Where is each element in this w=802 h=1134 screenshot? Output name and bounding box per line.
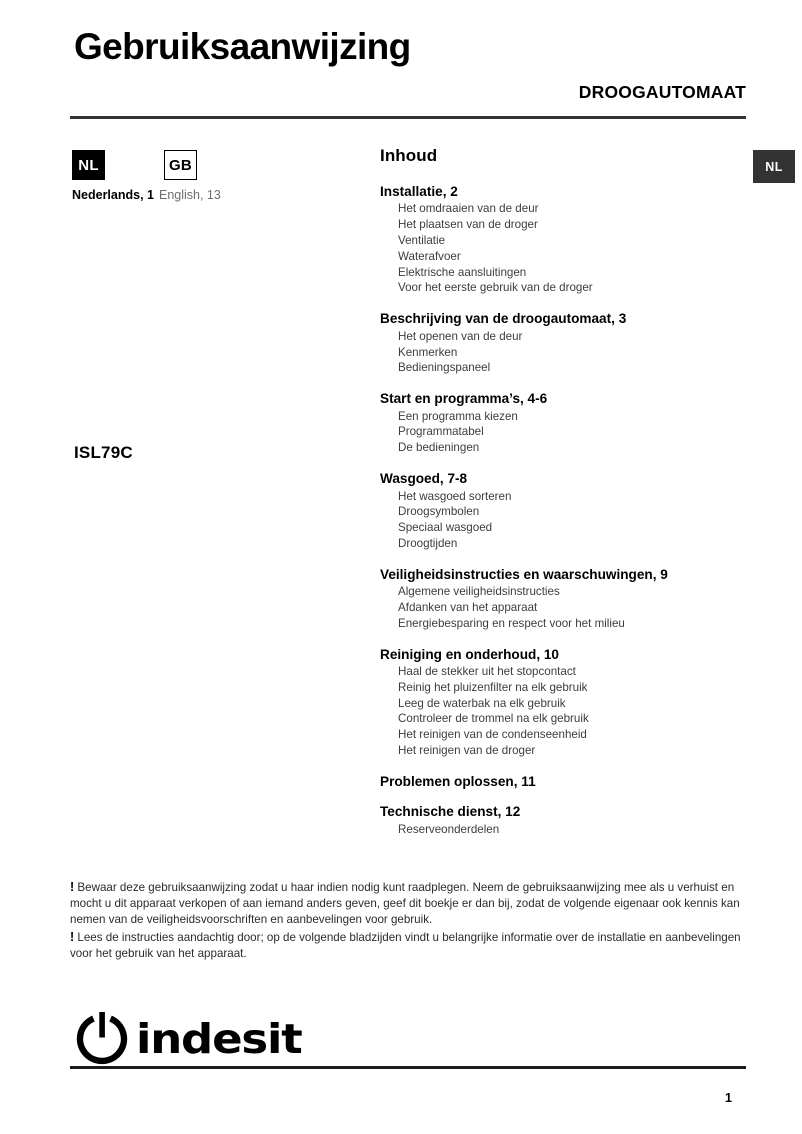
product-category-label: DROOGAUTOMAAT	[578, 82, 746, 102]
toc-item[interactable]: Leeg de waterbak na elk gebruik	[398, 696, 566, 710]
toc-item-list	[380, 822, 740, 838]
toc-item[interactable]: Algemene veiligheidsinstructies	[398, 585, 560, 599]
toc-section	[380, 774, 740, 789]
table-of-contents	[380, 146, 740, 853]
toc-section-heading[interactable]: Technische dienst, 12	[380, 804, 521, 820]
toc-title: Inhoud	[380, 146, 438, 165]
brand-wordmark: indesit	[136, 1013, 302, 1063]
toc-section-heading[interactable]: Beschrijving van de droogautomaat, 3	[380, 311, 627, 327]
toc-section-heading[interactable]: Reiniging en onderhoud, 10	[380, 646, 559, 662]
toc-section-heading[interactable]: Start en programma’s, 4-6	[380, 391, 548, 407]
brand-logo	[74, 1008, 302, 1068]
language-name-nl: Nederlands, 1	[72, 188, 154, 202]
toc-item[interactable]: Droogtijden	[398, 536, 458, 550]
language-names	[72, 188, 221, 202]
toc-item[interactable]: Energiebesparing en respect voor het milieu	[398, 616, 625, 630]
toc-item[interactable]: Elektrische aansluitingen	[398, 265, 527, 279]
toc-section	[380, 567, 740, 632]
note-paragraph-2	[70, 929, 748, 962]
toc-item-list	[380, 664, 740, 759]
note-text-1: Bewaar deze gebruiksaanwijzing zodat u haar indien nodig kunt raadplegen. Neem de gebruiksaanwijzing mee als u verhuist en mocht u dit apparaat verkopen of aan iemand anders geven, geef dit boekje er dan bij, zodat de volgende eigenaar ook kennis kan nemen van de veiligheidsvoorschriften en aanbevelingen voor gebruik.	[70, 881, 740, 927]
toc-item-list	[380, 201, 740, 296]
toc-item[interactable]: Programmatabel	[398, 425, 484, 439]
toc-item[interactable]: Het wasgoed sorteren	[398, 489, 512, 503]
page-title: Gebruiksaanwijzing	[74, 26, 411, 67]
toc-section	[380, 471, 740, 552]
toc-section-heading[interactable]: Veiligheidsinstructies en waarschuwingen, 9	[380, 566, 668, 582]
cover-notes	[70, 879, 748, 962]
warning-marker-icon-2: !	[70, 929, 75, 944]
language-badge-gb[interactable]: GB	[164, 150, 197, 180]
toc-section	[380, 391, 740, 456]
toc-item[interactable]: Voor het eerste gebruik van de droger	[398, 281, 593, 295]
page-number: 1	[725, 1091, 732, 1105]
footer-divider	[70, 1066, 746, 1069]
warning-marker-icon: !	[70, 880, 75, 894]
toc-item[interactable]: Het reinigen van de condenseenheid	[398, 728, 587, 742]
toc-section-list	[380, 184, 740, 838]
toc-section	[380, 804, 740, 837]
toc-item-list	[380, 489, 740, 552]
toc-section	[380, 647, 740, 759]
toc-item[interactable]: Een programma kiezen	[398, 409, 518, 423]
toc-item[interactable]: Ventilatie	[398, 234, 446, 248]
model-number: ISL79C	[74, 443, 133, 462]
note-paragraph-1	[70, 879, 748, 929]
toc-item[interactable]: Haal de stekker uit het stopcontact	[398, 665, 576, 679]
toc-item[interactable]: Het omdraaien van de deur	[398, 202, 539, 216]
toc-item[interactable]: Bedieningspaneel	[398, 361, 491, 375]
toc-item[interactable]: Droogsymbolen	[398, 505, 480, 519]
toc-item[interactable]: Waterafvoer	[398, 249, 461, 263]
toc-section	[380, 184, 740, 296]
toc-item-list	[380, 409, 740, 456]
toc-item[interactable]: Reserveonderdelen	[398, 822, 500, 836]
language-badges	[72, 150, 352, 182]
toc-item[interactable]: Het plaatsen van de droger	[398, 218, 538, 232]
note-text-2: Lees de instructies aandachtig door; op de volgende bladzijden vindt u belangrijke informatie over de installatie en aanbevelingen voor het gebruik van het apparaat.	[70, 930, 741, 960]
toc-section-heading[interactable]: Problemen oplossen, 11	[380, 773, 536, 789]
toc-item[interactable]: Controleer de trommel na elk gebruik	[398, 712, 589, 726]
language-name-gb: English, 13	[158, 188, 221, 202]
toc-item-list	[380, 329, 740, 376]
toc-section-heading[interactable]: Wasgoed, 7-8	[380, 471, 468, 487]
language-badge-nl[interactable]: NL	[72, 150, 105, 180]
toc-section-heading[interactable]: Installatie, 2	[380, 184, 458, 199]
toc-item-list	[380, 584, 740, 631]
toc-section	[380, 311, 740, 376]
toc-item[interactable]: Kenmerken	[398, 345, 458, 359]
side-tab-nl: NL	[753, 150, 795, 183]
toc-item[interactable]: Het reinigen van de droger	[398, 744, 536, 758]
toc-item[interactable]: Reinig het pluizenfilter na elk gebruik	[398, 680, 588, 694]
toc-item[interactable]: Het openen van de deur	[398, 329, 523, 343]
language-selector	[72, 150, 352, 202]
power-circle-icon	[74, 1010, 130, 1066]
toc-item[interactable]: De bedieningen	[398, 441, 480, 455]
header-divider	[70, 116, 746, 119]
toc-item[interactable]: Afdanken van het apparaat	[398, 600, 538, 614]
toc-item[interactable]: Speciaal wasgoed	[398, 521, 493, 535]
